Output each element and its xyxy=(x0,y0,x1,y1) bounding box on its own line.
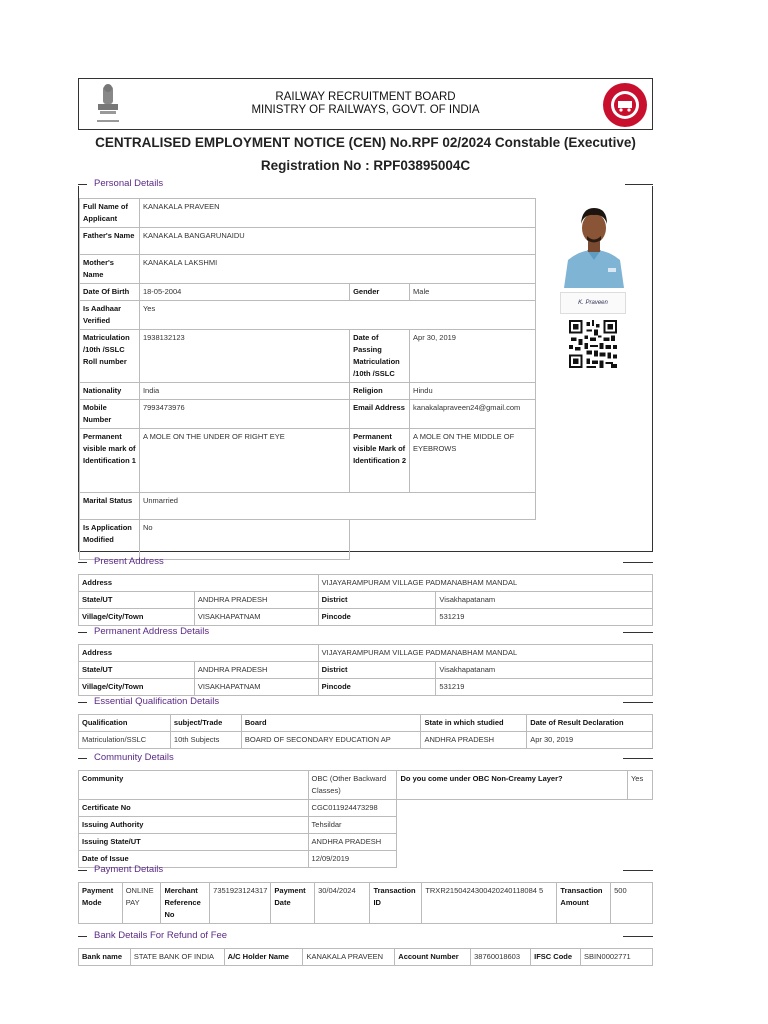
applicant-photo xyxy=(560,198,628,288)
section-title: Bank Details For Refund of Fee xyxy=(94,930,228,941)
ministry-name: MINISTRY OF RAILWAYS, GOVT. OF INDIA xyxy=(251,104,480,116)
full-name: KANAKALA PRAVEEN xyxy=(139,199,535,228)
field-label: Date Of Birth xyxy=(80,284,140,301)
national-emblem-icon xyxy=(93,82,123,126)
field-label: Village/City/Town xyxy=(79,679,195,696)
field-label: State/UT xyxy=(79,662,195,679)
merchant-reference: 7351923124317 xyxy=(210,883,271,924)
qr-code-icon xyxy=(568,320,618,368)
application-modified: No xyxy=(139,520,349,560)
bank-name: STATE BANK OF INDIA xyxy=(130,949,224,966)
field-label: Account Number xyxy=(395,949,471,966)
field-label: A/C Holder Name xyxy=(224,949,303,966)
identification-mark-1: A MOLE ON THE UNDER OF RIGHT EYE xyxy=(139,429,349,493)
column-header: Board xyxy=(241,715,421,732)
certificate-number: CGC011924473298 xyxy=(308,800,397,817)
ifsc-code: SBIN0002771 xyxy=(581,949,653,966)
field-label: Permanent visible Mark of Identification 2 xyxy=(350,429,410,493)
indian-railways-logo-icon xyxy=(602,82,648,128)
field-label: Transaction Amount xyxy=(557,883,611,924)
table-cell: Matriculation/SSLC xyxy=(79,732,171,749)
application-form xyxy=(78,78,653,961)
present-village: VISAKHAPATNAM xyxy=(194,609,318,626)
passing-date: Apr 30, 2019 xyxy=(410,330,536,383)
gender: Male xyxy=(410,284,536,301)
field-label: Community xyxy=(79,771,309,800)
applicant-signature: K. Praveen xyxy=(560,292,626,314)
father-name: KANAKALA BANGARUNAIDU xyxy=(139,228,535,255)
field-label: Gender xyxy=(350,284,410,301)
field-label: Pincode xyxy=(318,609,436,626)
field-label: Is Application Modified xyxy=(80,520,140,560)
mobile-number: 7993473976 xyxy=(139,400,349,429)
payment-section xyxy=(78,864,653,924)
transaction-id: TRXR2150424300420240118084 5 xyxy=(422,883,557,924)
permanent-state: ANDHRA PRADESH xyxy=(194,662,318,679)
field-label: Payment Mode xyxy=(79,883,123,924)
field-label: Mobile Number xyxy=(80,400,140,429)
field-label: Nationality xyxy=(80,383,140,400)
field-label: Religion xyxy=(350,383,410,400)
payment-mode: ONLINE PAY xyxy=(122,883,161,924)
field-label: Payment Date xyxy=(271,883,315,924)
section-title: Present Address xyxy=(94,556,164,567)
account-holder: KANAKALA PRAVEEN xyxy=(303,949,395,966)
field-label: Pincode xyxy=(318,679,436,696)
date-of-birth: 18-05-2004 xyxy=(139,284,349,301)
transaction-amount: 500 xyxy=(611,883,653,924)
section-title: Permanent Address Details xyxy=(94,626,210,637)
permanent-district: Visakhapatanam xyxy=(436,662,653,679)
permanent-address-table xyxy=(78,644,653,696)
identification-mark-2: A MOLE ON THE MIDDLE OF EYEBROWS xyxy=(410,429,536,493)
field-label: Email Address xyxy=(350,400,410,429)
form-header xyxy=(78,78,653,130)
qualification-table xyxy=(78,714,653,749)
field-label: Date of Issue xyxy=(79,851,309,868)
field-label: Mother's Name xyxy=(80,255,140,284)
present-district: Visakhapatanam xyxy=(436,592,653,609)
field-label: District xyxy=(318,592,436,609)
column-header: Qualification xyxy=(79,715,171,732)
marital-status: Unmarried xyxy=(139,493,535,520)
personal-table xyxy=(79,198,536,560)
permanent-village: VISAKHAPATNAM xyxy=(194,679,318,696)
issuing-state: ANDHRA PRADESH xyxy=(308,834,397,851)
field-label: Marital Status xyxy=(80,493,140,520)
field-label: IFSC Code xyxy=(531,949,581,966)
field-label: District xyxy=(318,662,436,679)
present-state: ANDHRA PRADESH xyxy=(194,592,318,609)
registration-number: Registration No : RPF03895004C xyxy=(260,158,471,173)
section-title: Essential Qualification Details xyxy=(94,696,220,707)
payment-date: 30/04/2024 xyxy=(315,883,370,924)
field-label: State/UT xyxy=(79,592,195,609)
aadhaar-status: Yes xyxy=(139,301,535,330)
present-address: VIJAYARAMPURAM VILLAGE PADMANABHAM MANDAL xyxy=(318,575,652,592)
field-label: Permanent visible mark of Identification 1 xyxy=(80,429,140,493)
bank-table xyxy=(78,948,653,966)
permanent-address-section xyxy=(78,626,653,696)
table-cell: ANDHRA PRADESH xyxy=(421,732,527,749)
community-section xyxy=(78,752,653,868)
table-cell: BOARD OF SECONDARY EDUCATION AP xyxy=(241,732,421,749)
issue-date: 12/09/2019 xyxy=(308,851,397,868)
column-header: subject/Trade xyxy=(170,715,241,732)
nationality: India xyxy=(139,383,349,400)
field-label: Father's Name xyxy=(80,228,140,255)
email: kanakalapraveen24@gmail.com xyxy=(410,400,536,429)
community-value: OBC (Other Backward Classes) xyxy=(308,771,397,800)
table-cell: Apr 30, 2019 xyxy=(527,732,653,749)
field-label: Village/City/Town xyxy=(79,609,195,626)
column-header: Date of Result Declaration xyxy=(527,715,653,732)
field-label: Do you come under OBC Non-Creamy Layer? xyxy=(397,771,628,800)
matric-roll: 1938132123 xyxy=(139,330,349,383)
present-pincode: 531219 xyxy=(436,609,653,626)
field-label: Is Aadhaar Verified xyxy=(80,301,140,330)
present-address-table xyxy=(78,574,653,626)
field-label: Bank name xyxy=(79,949,131,966)
non-creamy-layer: Yes xyxy=(627,771,652,800)
field-label: Date of Passing Matriculation /10th /SSLC xyxy=(350,330,410,383)
field-label: Certificate No xyxy=(79,800,309,817)
field-label: Address xyxy=(79,575,319,592)
field-label: Matriculation /10th /SSLC Roll number xyxy=(80,330,140,383)
qualification-section xyxy=(78,696,653,749)
field-label: Full Name of Applicant xyxy=(80,199,140,228)
section-title: Community Details xyxy=(94,752,174,763)
section-title: Payment Details xyxy=(94,864,164,875)
cen-title: CENTRALISED EMPLOYMENT NOTICE (CEN) No.RPF 02/2024 Constable (Executive) xyxy=(95,135,636,150)
religion: Hindu xyxy=(410,383,536,400)
field-label: Issuing State/UT xyxy=(79,834,309,851)
board-name: RAILWAY RECRUITMENT BOARD xyxy=(275,91,456,103)
field-label: Address xyxy=(79,645,319,662)
payment-table xyxy=(78,882,653,924)
field-label: Transaction ID xyxy=(370,883,422,924)
bank-section xyxy=(78,930,653,966)
permanent-pincode: 531219 xyxy=(436,679,653,696)
present-address-section xyxy=(78,556,653,626)
issuing-authority: Tehsildar xyxy=(308,817,397,834)
column-header: State in which studied xyxy=(421,715,527,732)
table-cell: 10th Subjects xyxy=(170,732,241,749)
section-title: Personal Details xyxy=(94,178,164,189)
field-label: Merchant Reference No xyxy=(161,883,210,924)
permanent-address: VIJAYARAMPURAM VILLAGE PADMANABHAM MANDAL xyxy=(318,645,652,662)
field-label: Issuing Authority xyxy=(79,817,309,834)
mother-name: KANAKALA LAKSHMI xyxy=(139,255,535,284)
community-table xyxy=(78,770,653,868)
account-number: 38760018603 xyxy=(471,949,531,966)
